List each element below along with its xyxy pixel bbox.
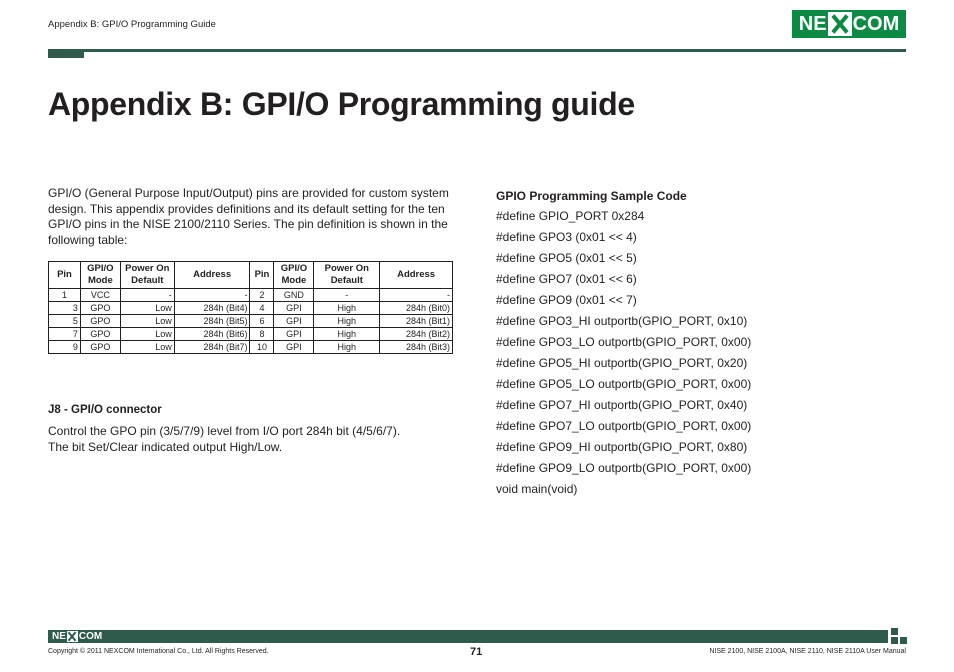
code-heading: GPIO Programming Sample Code	[496, 189, 687, 203]
cell-address: 284h (Bit3)	[380, 341, 453, 354]
cell-mode: GPI	[274, 328, 314, 341]
cell-power: High	[314, 315, 380, 328]
footer-logo-ne: NE	[52, 631, 66, 642]
logo-text-com: COM	[852, 12, 900, 35]
cell-power: High	[314, 302, 380, 315]
footer-logo	[52, 630, 102, 643]
footer-bar	[48, 630, 888, 643]
header-mode: GPI/O Mode	[80, 262, 120, 289]
cell-mode: GPO	[80, 302, 120, 315]
cell-pin: 10	[250, 341, 274, 354]
cell-address: -	[380, 289, 453, 302]
manual-title: NISE 2100, NISE 2100A, NISE 2110, NISE 2110A User Manual	[709, 648, 906, 655]
table-row	[49, 302, 453, 315]
cell-mode: GND	[274, 289, 314, 302]
footer-logo-com: COM	[78, 631, 103, 642]
header-rule	[84, 49, 906, 52]
code-line: #define GPO7_LO outportb(GPIO_PORT, 0x00)	[496, 419, 752, 433]
cell-power: Low	[120, 328, 174, 341]
code-line: #define GPO7_HI outportb(GPIO_PORT, 0x40)	[496, 398, 748, 412]
cell-address: 284h (Bit6)	[174, 328, 250, 341]
cell-mode: GPI	[274, 302, 314, 315]
code-line: void main(void)	[496, 482, 578, 496]
cell-power: Low	[120, 341, 174, 354]
cell-power: Low	[120, 315, 174, 328]
cell-pin: 5	[49, 315, 81, 328]
cell-address: 284h (Bit5)	[174, 315, 250, 328]
cell-mode: VCC	[80, 289, 120, 302]
cell-mode: GPO	[80, 315, 120, 328]
header-pin: Pin	[250, 262, 274, 289]
copyright-text: Copyright © 2011 NEXCOM International Co., Ltd. All Rights Reserved.	[48, 648, 269, 655]
table-header-row	[49, 262, 453, 289]
header-power: Power On Default	[314, 262, 380, 289]
nexcom-logo	[792, 10, 906, 38]
table-row	[49, 289, 453, 302]
footer-squares-icon	[891, 628, 907, 644]
cell-address: -	[174, 289, 250, 302]
table-row	[49, 341, 453, 354]
pin-definition-table	[48, 261, 453, 354]
page-number: 71	[470, 646, 483, 658]
code-listing	[496, 208, 751, 502]
table-row	[49, 315, 453, 328]
code-line: #define GPO3_HI outportb(GPIO_PORT, 0x10)	[496, 314, 748, 328]
cell-pin: 1	[49, 289, 81, 302]
header-pin: Pin	[49, 262, 81, 289]
cell-power: -	[314, 289, 380, 302]
cell-address: 284h (Bit7)	[174, 341, 250, 354]
code-line: #define GPO5 (0x01 << 5)	[496, 251, 637, 265]
page-title: Appendix B: GPI/O Programming guide	[48, 86, 635, 122]
cell-power: Low	[120, 302, 174, 315]
code-line: #define GPO9_HI outportb(GPIO_PORT, 0x80)	[496, 440, 748, 454]
cell-pin: 9	[49, 341, 81, 354]
cell-mode: GPO	[80, 328, 120, 341]
header-address: Address	[174, 262, 250, 289]
code-line: #define GPIO_PORT 0x284	[496, 209, 645, 223]
cell-power: High	[314, 328, 380, 341]
running-header: Appendix B: GPI/O Programming Guide	[48, 19, 216, 30]
cell-mode: GPI	[274, 341, 314, 354]
header-power: Power On Default	[120, 262, 174, 289]
header-accent-block	[48, 49, 84, 58]
code-line: #define GPO5_LO outportb(GPIO_PORT, 0x00)	[496, 377, 752, 391]
code-line: #define GPO7 (0x01 << 6)	[496, 272, 637, 286]
cell-address: 284h (Bit1)	[380, 315, 453, 328]
cell-mode: GPO	[80, 341, 120, 354]
cell-pin: 8	[250, 328, 274, 341]
cell-power: -	[120, 289, 174, 302]
cell-address: 284h (Bit2)	[380, 328, 453, 341]
j8-line-1: Control the GPO pin (3/5/7/9) level from I/O port 284h bit (4/5/6/7).	[48, 424, 401, 438]
j8-heading: J8 - GPI/O connector	[48, 404, 162, 416]
code-line: #define GPO3_LO outportb(GPIO_PORT, 0x00)	[496, 335, 752, 349]
cell-address: 284h (Bit0)	[380, 302, 453, 315]
cell-pin: 3	[49, 302, 81, 315]
code-line: #define GPO9_LO outportb(GPIO_PORT, 0x00)	[496, 461, 752, 475]
logo-x-icon	[828, 12, 852, 36]
intro-paragraph: GPI/O (General Purpose Input/Output) pins are provided for custom system design. This appendix provides definitions and its default setting for the ten GPI/O pins in the NISE 2100/2110 Series. The pin definition is shown in the following table:	[48, 186, 449, 247]
cell-pin: 4	[250, 302, 274, 315]
cell-address: 284h (Bit4)	[174, 302, 250, 315]
logo-text-ne: NE	[798, 12, 827, 35]
cell-mode: GPI	[274, 315, 314, 328]
code-line: #define GPO9 (0x01 << 7)	[496, 293, 637, 307]
j8-description	[48, 424, 468, 455]
code-line: #define GPO5_HI outportb(GPIO_PORT, 0x20)	[496, 356, 748, 370]
footer-logo-x-icon	[67, 631, 78, 642]
cell-power: High	[314, 341, 380, 354]
cell-pin: 2	[250, 289, 274, 302]
header-mode: GPI/O Mode	[274, 262, 314, 289]
header-address: Address	[380, 262, 453, 289]
table-row	[49, 328, 453, 341]
cell-pin: 6	[250, 315, 274, 328]
j8-line-2: The bit Set/Clear indicated output High/Low.	[48, 439, 283, 454]
code-line: #define GPO3 (0x01 << 4)	[496, 230, 637, 244]
cell-pin: 7	[49, 328, 81, 341]
